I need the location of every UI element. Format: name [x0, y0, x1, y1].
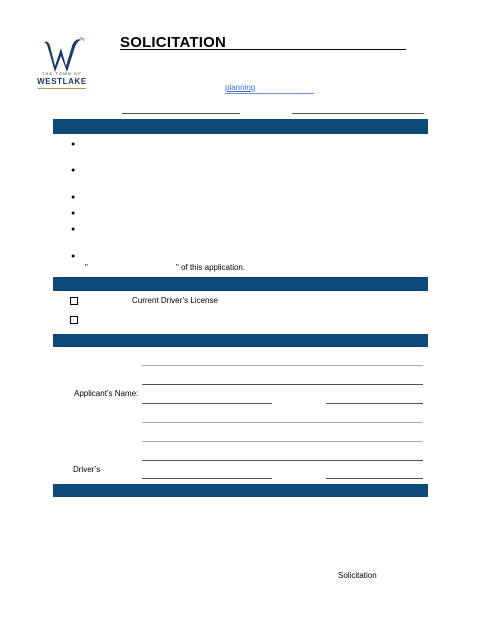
applicant-secondary-field[interactable] [326, 403, 423, 404]
drivers-license-label: Current Driver’s License [132, 296, 218, 305]
form-line [142, 365, 423, 366]
drivers-secondary-field[interactable] [326, 478, 423, 479]
requirement-text-suffix: " of this application. [176, 263, 246, 272]
logo-name: WESTLAKE [37, 77, 87, 86]
requirement-bullet: ● [71, 226, 76, 233]
form-line [142, 441, 423, 442]
header-blank-line-left [122, 113, 240, 114]
section-band-bottom [53, 484, 428, 497]
requirement-bullet: ● [71, 253, 76, 260]
logo-rule [38, 88, 86, 89]
planning-link[interactable]: planning [225, 83, 256, 92]
form-line [142, 384, 423, 385]
footer-text: Solicitation [338, 571, 377, 580]
page-title: SOLICITATION [120, 34, 227, 51]
drivers-license-field[interactable] [142, 478, 272, 479]
header-blank-line-right [292, 113, 424, 114]
drivers-label: Driver’s [73, 465, 101, 474]
title-underline [120, 49, 406, 50]
applicant-name-field[interactable] [142, 403, 272, 404]
drivers-license-checkbox[interactable] [70, 297, 78, 305]
planning-link-underline [225, 93, 314, 94]
westlake-w-logo-icon [38, 34, 86, 74]
section-band-requirements [53, 119, 428, 134]
requirement-bullet: ● [71, 194, 76, 201]
section-band-checklist [53, 277, 428, 291]
form-line [142, 460, 423, 461]
requirement-bullet: ● [71, 167, 76, 174]
form-line [142, 422, 423, 423]
logo-subtitle: THE TOWN OF [42, 71, 82, 76]
quote-mark: " [85, 263, 88, 272]
section-band-applicant [53, 334, 428, 347]
requirement-bullet: ● [71, 141, 76, 148]
second-checkbox[interactable] [70, 316, 78, 324]
requirement-bullet: ● [71, 210, 76, 217]
applicant-name-label: Applicant’s Name: [74, 389, 139, 398]
